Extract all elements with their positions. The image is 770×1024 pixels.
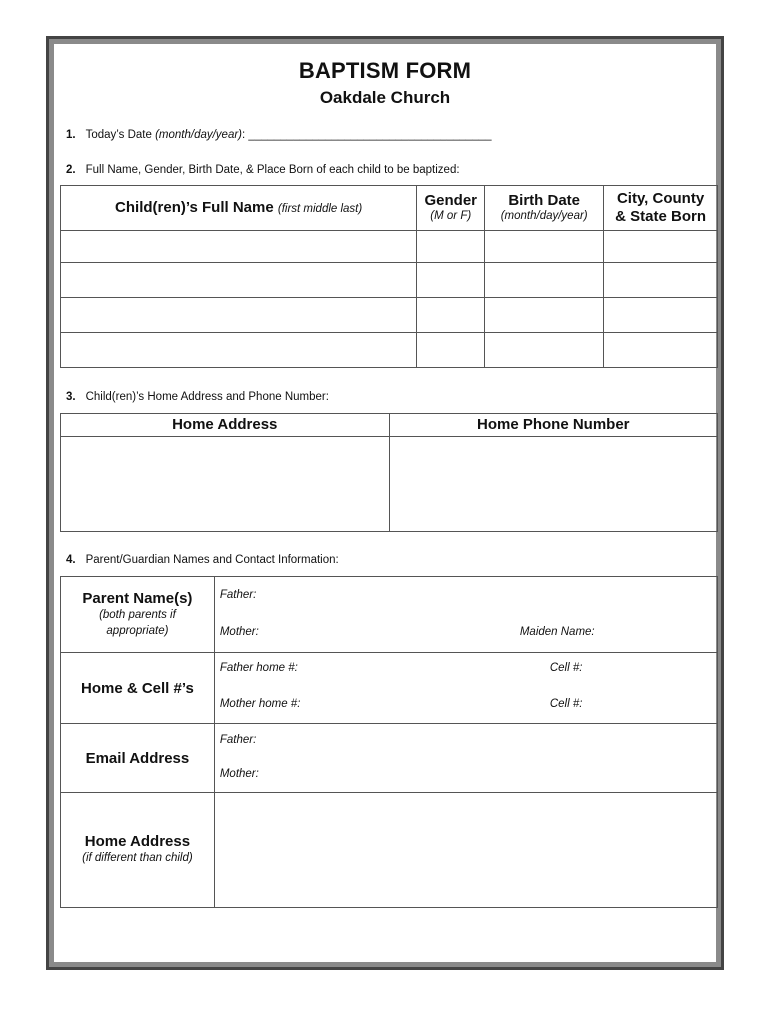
mother-cell-label: Cell #: <box>549 698 583 710</box>
birth-date-cell[interactable] <box>485 333 604 368</box>
parent-home-address-hint: (if different than child) <box>82 852 193 865</box>
home-phone-field[interactable] <box>389 437 718 532</box>
parent-names-row <box>61 577 718 653</box>
parent-home-address-field[interactable] <box>214 793 717 908</box>
address-table <box>60 413 718 532</box>
children-table-header <box>61 186 718 231</box>
form-page <box>54 44 716 962</box>
address-table-header <box>61 414 718 437</box>
question-2-number: 2. <box>66 164 76 176</box>
parent-names-hint-1: (both parents if <box>99 608 176 621</box>
father-home-phone-label: Father home #: <box>219 662 298 674</box>
gender-header <box>417 186 485 231</box>
question-1 <box>66 129 491 141</box>
place-born-cell[interactable] <box>604 298 718 333</box>
child-name-cell[interactable] <box>61 263 417 298</box>
father-name-label: Father: <box>219 589 257 601</box>
parent-home-address-label-cell <box>61 793 215 908</box>
email-field[interactable] <box>214 724 717 793</box>
question-3 <box>66 391 329 403</box>
gender-header-hint: (M or F) <box>430 210 472 223</box>
todays-date-field[interactable]: ______________________________________ <box>248 129 492 141</box>
parent-names-label-cell <box>61 577 215 653</box>
question-4 <box>66 554 339 566</box>
question-2 <box>66 164 460 176</box>
birth-date-header-label: Birth Date <box>508 192 581 210</box>
phones-label-cell <box>61 653 215 724</box>
birth-date-header-hint: (month/day/year) <box>500 210 588 223</box>
home-address-field[interactable] <box>61 437 390 532</box>
father-cell-label: Cell #: <box>549 662 583 674</box>
place-born-header-line-1: City, County <box>616 190 705 207</box>
parent-home-address-label: Home Address <box>84 833 191 851</box>
parent-names-hint-2: appropriate) <box>106 625 169 637</box>
gender-cell[interactable] <box>417 231 485 263</box>
place-born-header <box>604 186 718 231</box>
parent-table <box>60 576 718 908</box>
child-name-header-label: Child(ren)’s Full Name <box>115 199 274 216</box>
phones-field[interactable] <box>214 653 717 724</box>
gender-cell[interactable] <box>417 298 485 333</box>
question-2-text: Full Name, Gender, Birth Date, & Place Born of each child to be baptized: <box>85 164 460 176</box>
father-email-label: Father: <box>219 734 257 746</box>
maiden-name-label: Maiden Name: <box>519 626 595 638</box>
gender-header-label: Gender <box>424 192 477 210</box>
question-1-text: Today’s Date <box>85 129 152 141</box>
table-row <box>61 333 718 368</box>
place-born-cell[interactable] <box>604 263 718 298</box>
form-frame <box>46 36 724 970</box>
question-4-number: 4. <box>66 554 76 566</box>
table-row <box>61 263 718 298</box>
place-born-header-line-2: & State Born <box>615 208 706 225</box>
address-table-row <box>61 437 718 532</box>
form-title: BAPTISM FORM <box>298 58 472 83</box>
phones-row <box>61 653 718 724</box>
parent-names-label: Parent Name(s) <box>82 589 193 607</box>
question-4-text: Parent/Guardian Names and Contact Information: <box>85 554 339 566</box>
table-row <box>61 298 718 333</box>
parent-names-field[interactable] <box>214 577 717 653</box>
child-name-cell[interactable] <box>61 231 417 263</box>
place-born-cell[interactable] <box>604 231 718 263</box>
parent-home-address-row <box>61 793 718 908</box>
birth-date-cell[interactable] <box>485 298 604 333</box>
phones-label: Home & Cell #’s <box>81 679 194 697</box>
child-name-header-hint: (first middle last) <box>277 203 363 215</box>
question-1-hint: (month/day/year) <box>155 129 243 141</box>
birth-date-header <box>485 186 604 231</box>
question-1-colon: : <box>242 129 246 141</box>
place-born-cell[interactable] <box>604 333 718 368</box>
email-label: Email Address <box>85 749 190 767</box>
home-address-header: Home Address <box>61 414 390 437</box>
question-3-number: 3. <box>66 391 76 403</box>
child-name-header <box>61 186 417 231</box>
gender-cell[interactable] <box>417 333 485 368</box>
question-1-number: 1. <box>66 129 76 141</box>
child-name-cell[interactable] <box>61 298 417 333</box>
question-3-text: Child(ren)’s Home Address and Phone Number: <box>85 391 329 403</box>
form-subtitle: Oakdale Church <box>319 88 451 107</box>
table-row <box>61 231 718 263</box>
children-table <box>60 185 718 368</box>
birth-date-cell[interactable] <box>485 231 604 263</box>
birth-date-cell[interactable] <box>485 263 604 298</box>
child-name-cell[interactable] <box>61 333 417 368</box>
email-label-cell <box>61 724 215 793</box>
mother-home-phone-label: Mother home #: <box>219 698 301 710</box>
mother-email-label: Mother: <box>219 768 259 780</box>
gender-cell[interactable] <box>417 263 485 298</box>
home-phone-header: Home Phone Number <box>389 414 718 437</box>
email-row <box>61 724 718 793</box>
mother-name-label: Mother: <box>219 626 259 638</box>
